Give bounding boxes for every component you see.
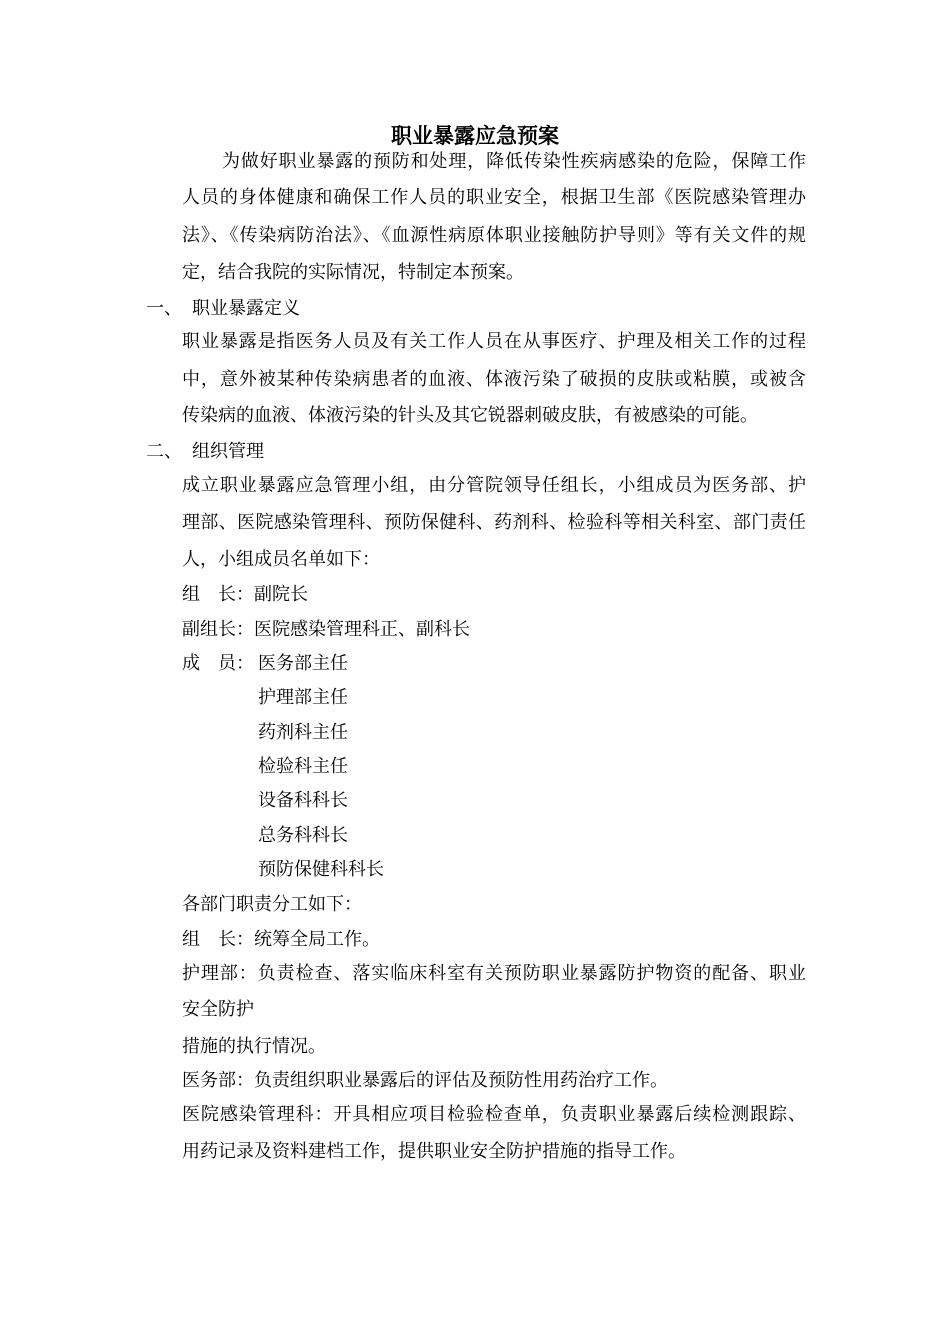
duty-nursing-line-1: 护理部：负责检查、落实临床科室有关预防职业暴露防护物资的配备、职业	[182, 963, 806, 984]
member-item: 设备科科长	[258, 790, 348, 811]
member-item: 药剂科主任	[258, 722, 348, 743]
section-2-line-1: 成立职业暴露应急管理小组，由分管院领导任组长，小组成员为医务部、护	[182, 475, 806, 496]
intro-line-2: 人员的身体健康和确保工作人员的职业安全，根据卫生部《医院感染管理办	[182, 187, 806, 208]
duty-nursing-line-3: 措施的执行情况。	[182, 1036, 326, 1057]
document-title: 职业暴露应急预案	[391, 123, 559, 148]
duty-medical: 医务部：负责组织职业暴露后的评估及预防性用药治疗工作。	[182, 1070, 668, 1091]
member-item: 护理部主任	[258, 687, 348, 708]
intro-line-4: 定，结合我院的实际情况，特制定本预案。	[182, 262, 524, 283]
section-1-line-2: 中，意外被某种传染病患者的血液、体液污染了破损的皮肤或粘膜，或被含	[182, 369, 806, 390]
section-1-line-3: 传染病的血液、体液污染的针头及其它锐器刺破皮肤，有被感染的可能。	[182, 405, 758, 426]
section-2-heading: 组织管理	[192, 441, 264, 462]
section-2-line-3: 人，小组成员名单如下：	[182, 549, 380, 570]
section-2-number: 二、	[146, 441, 182, 462]
intro-line-3: 法》、《传染病防治法》、《血源性病原体职业接触防护导则》等有关文件的规	[182, 225, 806, 246]
section-2-line-2: 理部、医院感染管理科、预防保健科、药剂科、检验科等相关科室、部门责任	[182, 512, 806, 533]
duties-intro: 各部门职责分工如下：	[182, 894, 362, 915]
duty-infection-line-1: 医院感染管理科：开具相应项目检验检查单，负责职业暴露后续检测跟踪、	[182, 1104, 806, 1125]
group-leader: 组 长：副院长	[182, 584, 308, 605]
duty-nursing-line-2: 安全防护	[182, 999, 254, 1020]
member-item: 预防保健科科长	[258, 859, 384, 880]
member-item: 检验科主任	[258, 756, 348, 777]
section-1-line-1: 职业暴露是指医务人员及有关工作人员在从事医疗、护理及相关工作的过程	[182, 331, 806, 352]
group-deputy: 副组长：医院感染管理科正、副科长	[182, 619, 470, 640]
members-label: 成 员：	[182, 653, 254, 674]
member-item: 医务部主任	[258, 653, 348, 674]
section-1-heading: 职业暴露定义	[192, 298, 300, 319]
member-item: 总务科科长	[258, 825, 348, 846]
duty-leader: 组 长：统筹全局工作。	[182, 929, 380, 950]
intro-line-1: 为做好职业暴露的预防和处理，降低传染性疾病感染的危险，保障工作	[222, 151, 806, 172]
section-1-number: 一、	[146, 298, 182, 319]
duty-infection-line-2: 用药记录及资料建档工作，提供职业安全防护措施的指导工作。	[182, 1141, 686, 1162]
